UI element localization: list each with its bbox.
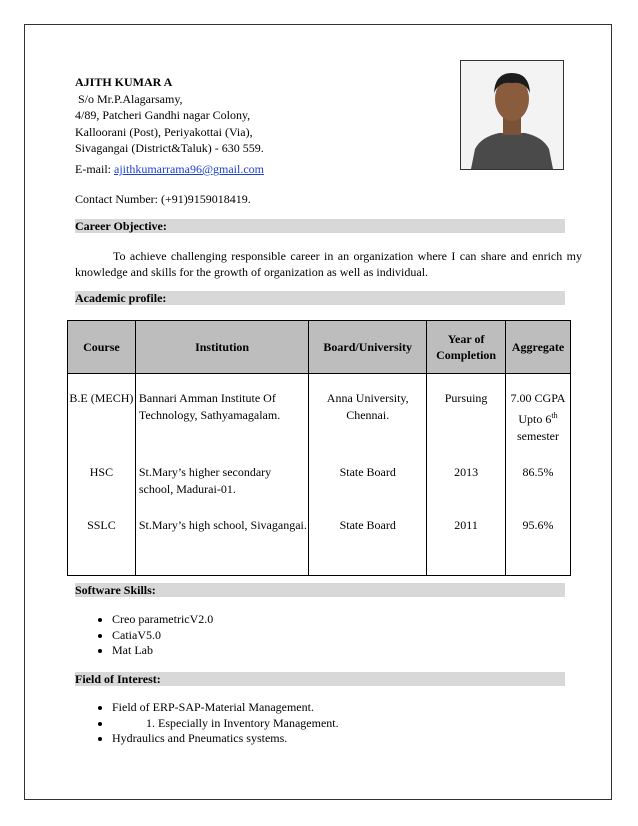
row-spacer (68, 446, 571, 462)
column-header: Aggregate (506, 321, 571, 374)
profile-photo-image (461, 61, 563, 169)
course-cell: B.E (MECH) (68, 374, 136, 447)
profile-photo (460, 60, 564, 170)
academic-table (67, 320, 571, 576)
column-header: Board/University (309, 321, 427, 374)
aggregate-cell (506, 374, 571, 447)
software-skills-list (90, 612, 213, 659)
career-objective (75, 248, 582, 280)
board-cell: Anna University, Chennai. (309, 374, 427, 447)
aggregate-note-text: Upto 6 (518, 412, 552, 426)
course-cell: SSLC (68, 515, 136, 575)
section-heading-academic: Academic profile: (75, 291, 565, 305)
column-header: Year of Completion (427, 321, 506, 374)
list-item: • Mat Lab (112, 643, 213, 659)
section-heading-interest: Field of Interest: (75, 672, 565, 686)
email-link[interactable]: ajithkumarrama96@gmail.com (114, 162, 265, 176)
list-item: • CatiaV5.0 (112, 628, 213, 644)
institution-cell: Bannari Amman Institute Of Technology, Sathyamagalam. (135, 374, 308, 447)
table-row (68, 374, 571, 447)
address-line: Kalloorani (Post), Periyakottai (Via), (75, 124, 253, 139)
section-heading-career: Career Objective: (75, 219, 565, 233)
email-label: E-mail: (75, 162, 111, 176)
aggregate-cell: 86.5% (506, 462, 571, 499)
year-cell: 2011 (427, 515, 506, 575)
year-cell: 2013 (427, 462, 506, 499)
interest-list (90, 700, 339, 747)
year-cell: Pursuing (427, 374, 506, 447)
aggregate-note-2: semester (517, 429, 559, 443)
contact-number: Contact Number: (+91)9159018419. (75, 192, 251, 206)
address-line: 4/89, Patcheri Gandhi nagar Colony, (75, 108, 251, 122)
table-row (68, 462, 571, 499)
list-item: • Creo parametricV2.0 (112, 612, 213, 628)
row-spacer (68, 499, 571, 515)
email-line (75, 162, 264, 177)
board-cell: State Board (309, 462, 427, 499)
aggregate-value: 7.00 CGPA (510, 391, 566, 405)
course-cell: HSC (68, 462, 136, 499)
career-objective-text: To achieve challenging responsible career in an organization where I can share and enrich my knowledge and skills for the growth of organization as well as individual. (75, 249, 582, 279)
table-row (68, 515, 571, 575)
section-heading-software: Software Skills: (75, 583, 565, 597)
column-header: Institution (135, 321, 308, 374)
aggregate-note-sup: th (551, 411, 558, 420)
resume-header (75, 74, 264, 157)
column-header: Course (68, 321, 136, 374)
table-header-row (68, 321, 571, 374)
board-cell: State Board (309, 515, 427, 575)
address-line: Sivagangai (District&Taluk) - 630 559. (75, 141, 264, 155)
address-line: S/o Mr.P.Alagarsamy, (78, 91, 183, 106)
aggregate-note (507, 407, 569, 428)
list-item: • Hydraulics and Pneumatics systems. (112, 731, 339, 747)
aggregate-cell: 95.6% (506, 515, 571, 575)
institution-cell: St.Mary’s high school, Sivagangai. (135, 515, 308, 575)
sub-list-item: • 1. Especially in Inventory Management. (112, 716, 339, 732)
applicant-name: AJITH KUMAR A (75, 75, 173, 89)
list-item: • Field of ERP-SAP-Material Management. (112, 700, 339, 716)
institution-cell: St.Mary’s higher secondary school, Madurai-01. (135, 462, 308, 499)
